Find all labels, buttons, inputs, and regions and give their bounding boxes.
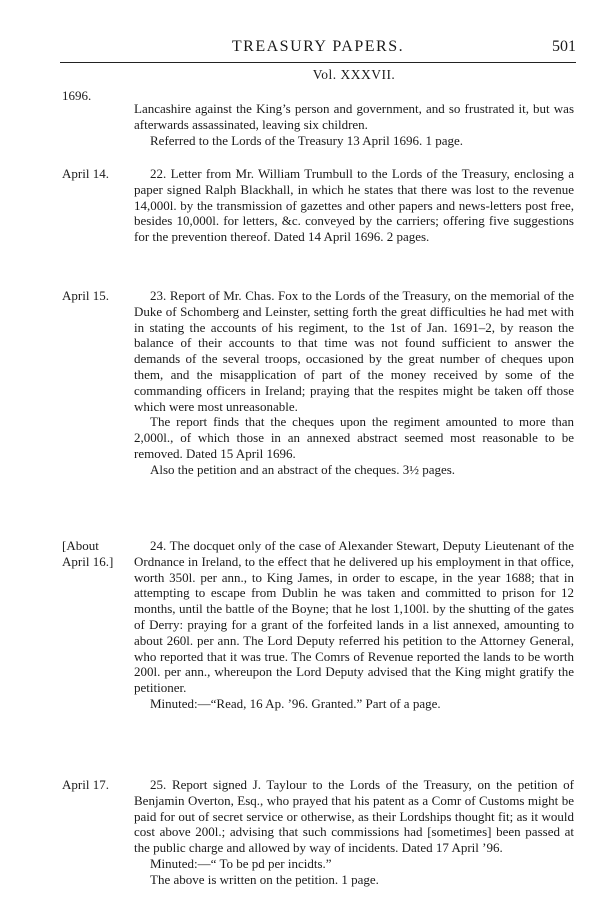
volume-heading: Vol. XXXVII. [312,67,396,82]
page-number: 501 [552,38,576,55]
entry-24 [134,538,574,712]
entry-23 [134,288,574,478]
entry-minute: Minuted:—“ To be pd per incidts.” [150,855,332,871]
entry-22 [134,166,574,245]
entry-text: Referred to the Lords of the Treasury 13 April 1696. 1 page. [150,132,464,148]
entry-text: 22. Letter from Mr. William Trumbull to the Lords of the Treasury, enclosing a paper signed Ralph Blackhall, in which he states that there was lost to the revenue 14,000l. by the transmission of gazettes and other papers and news-letters post free, besides 10,000l. for letters, &c. conveyed by the carriers; offering five suggestions for the prevention thereof. Dated 14 April 1696. 2 pages. [134,166,574,245]
entry-text: The above is written on the petition. 1 page. [150,871,379,887]
entry-text: The report finds that the cheques upon the regiment amounted to more than 2,000l., of which those in an annexed abstract seemed most reasonable to be removed. Dated 15 April 1696. [134,414,574,461]
entry-text: 24. The docquet only of the case of Alexander Stewart, Deputy Lieutenant of the Ordnance in Ireland, to the effect that he delivered up his employment in that office, worth 350l. per ann., to King James, in order to escape, in the year 1688; that in attempting to escape from Dublin he was taken and committed to prison for 12 months, until the battle of the Boyne; that he lost 1,100l. by the shutting of the gates of Derry: praying for a grant of the forfeited lands in a list annexed, amounting to about 260l. per ann. The Lord Deputy referred his petition to the Attorney General, who reported that it was true. The Comrs of Revenue reported the lands to be worth 200l. per ann., whereupon the Lord Deputy advised that the King might gratify the petitioner. [134,538,574,696]
entry-date: [About April 16.] [62,538,114,569]
running-title: TREASURY PAPERS. [231,38,405,55]
entry-text: Lancashire against the King’s person and government, and so frustrated it, but was afterwards assassinated, leaving six children. [134,101,574,132]
margin-year: 1696. [62,88,92,103]
entry-date: April 14. [62,166,109,181]
entry-text: 25. Report signed J. Taylour to the Lords of the Treasury, on the petition of Benjamin Overton, Esq., who prayed that his patent as a Comr of Customs might be paid for out of secret service or otherwise, as their Lordships thought fit; as it would cost above 200l.; advising that such commissions had [sometimes] been passed at the public charge and allowed by way of incidents. Dated 17 April ’96. [134,777,574,856]
entry-minute: Minuted:—“Read, 16 Ap. ’96. Granted.” Part of a page. [150,695,441,711]
entry-25 [134,777,574,888]
entry-date: April 15. [62,288,109,303]
running-head [60,36,576,63]
entry-date: April 17. [62,777,109,792]
entry-text: 23. Report of Mr. Chas. Fox to the Lords of the Treasury, on the memorial of the Duke of Schomberg and Leinster, setting forth the great difficulties he had met with in stating the accounts of his regiment, to the 1st of Jan. 1691–2, by reason the balance of their accounts to that time was not found sufficient to answer the demands of the several troops, occasioned by the great number of cheques upon them, and the misapplication of part of the money received by some of the commanding officers in Ireland; praying that the respites might be taken off those which were most unreasonable. [134,288,574,414]
entry-text: Also the petition and an abstract of the cheques. 3½ pages. [150,461,456,477]
entry-continuation [134,101,574,148]
